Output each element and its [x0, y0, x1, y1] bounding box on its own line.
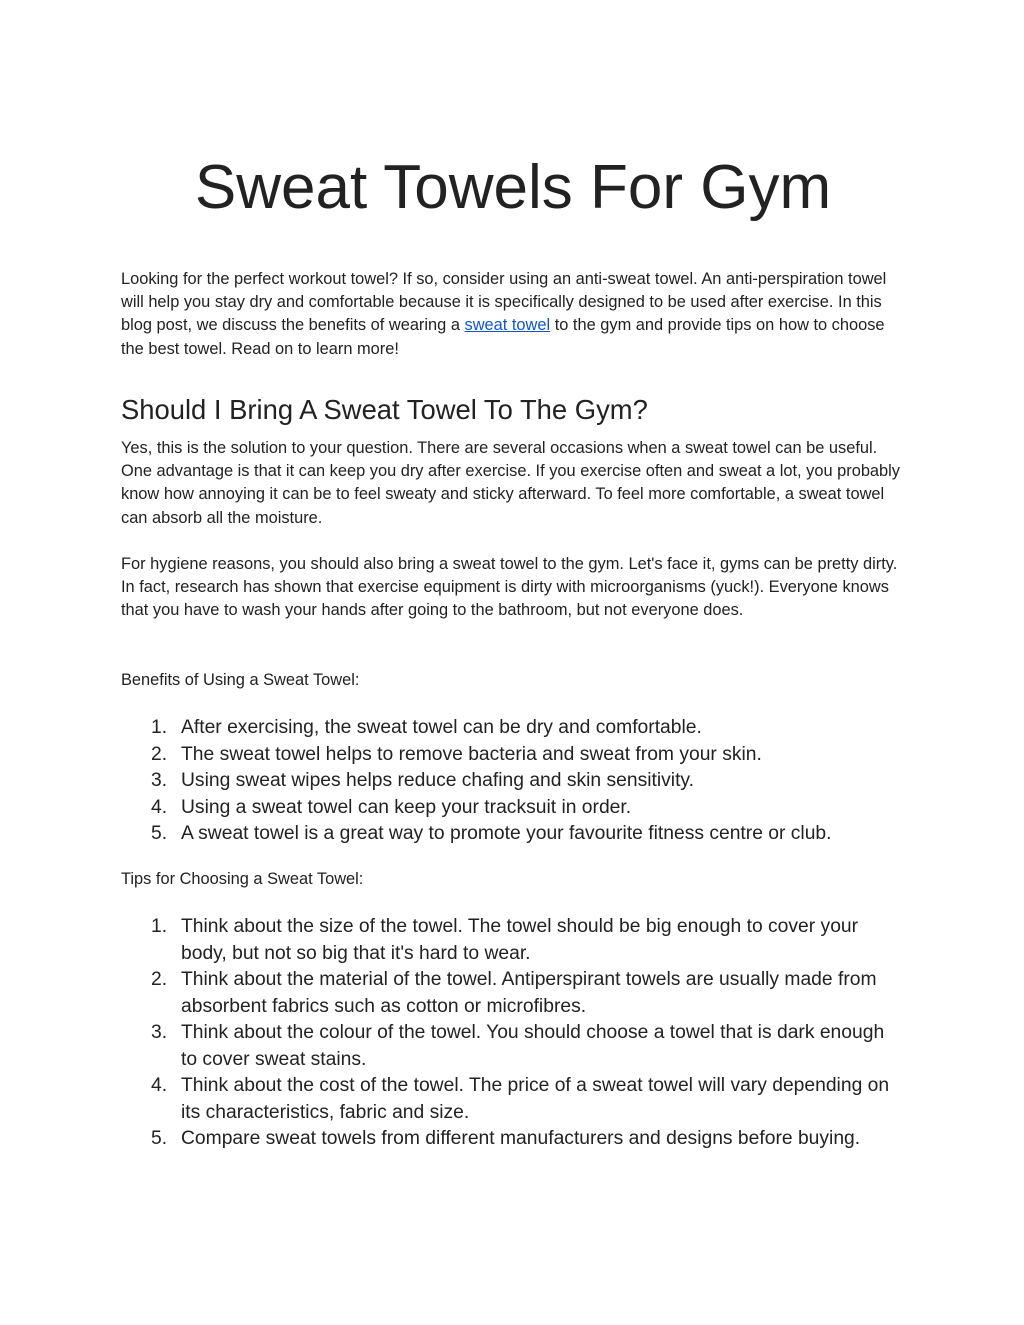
page-title: Sweat Towels For Gym — [194, 153, 832, 222]
list-item-text: Think about the size of the towel. The towel should be big enough to cover your body, but not so big that it's hard to wear. — [181, 916, 859, 964]
body-paragraph-1: Yes, this is the solution to your question. There are several occasions when a sweat towel can be useful. One advantage is that it can keep you dry after exercise. If you exercise often and sweat a lot, you probably know how annoying it can be to feel sweaty and sticky afterward. To feel more comfortable, a sweat towel can absorb all the moisture. — [121, 439, 901, 527]
list-item-text: Think about the material of the towel. Antiperspirant towels are usually made from absorbent fabrics such as cotton or microfibres. — [181, 969, 877, 1017]
benefits-label: Benefits of Using a Sweat Towel: — [121, 671, 360, 689]
list-item-text: The sweat towel helps to remove bacteria and sweat from your skin. — [181, 743, 762, 765]
list-number: 3. — [151, 770, 168, 791]
sweat-towel-link[interactable]: sweat towel — [464, 316, 551, 335]
list-item — [121, 742, 905, 769]
list-item — [121, 967, 905, 1020]
list-item-text: Think about the cost of the towel. The price of a sweat towel will vary depending on its characteristics, fabric and size. — [181, 1075, 890, 1123]
list-number: 2. — [151, 743, 168, 765]
list-item — [121, 1126, 905, 1153]
list-item-text: After exercising, the sweat towel can be dry and comfortable. — [181, 717, 702, 738]
list-item — [121, 914, 905, 967]
list-item-text: Compare sweat towels from different manufacturers and designs before buying. — [181, 1128, 861, 1149]
list-number: 4. — [151, 796, 168, 818]
intro-text-after-link: to the gym and provide tips on how to choose the best towel. Read on to learn more! — [121, 316, 885, 358]
list-item-text: Using sweat wipes helps reduce chafing and skin sensitivity. — [181, 770, 694, 791]
list-number: 2. — [151, 969, 168, 990]
body-paragraph-2: For hygiene reasons, you should also bring a sweat towel to the gym. Let's face it, gyms can be pretty dirty. In fact, research has shown that exercise equipment is dirty with microorganisms (yuck!). Everyone knows that you have to wash your hands after going to the bathroom, but not everyone does. — [121, 555, 898, 620]
section-heading: Should I Bring A Sweat Towel To The Gym? — [121, 394, 648, 425]
list-item-text: A sweat towel is a great way to promote your favourite fitness centre or club. — [181, 823, 832, 844]
list-item — [121, 795, 905, 822]
benefits-list — [121, 715, 905, 848]
list-number: 3. — [151, 1022, 168, 1043]
intro-paragraph — [121, 268, 905, 361]
list-item — [121, 768, 905, 795]
list-number: 5. — [151, 823, 168, 844]
list-number: 1. — [151, 717, 168, 738]
list-item-text: Using a sweat towel can keep your tracksuit in order. — [181, 796, 632, 818]
intro-text-before-link: Looking for the perfect workout towel? If so, consider using an anti-sweat towel. An anti-perspiration towel will help you stay dry and comfortable because it is specifically designed to be used after exercise. In this blog post, we discuss the benefits of wearing a — [121, 270, 887, 335]
list-item-text: Think about the colour of the towel. You should choose a towel that is dark enough to cover sweat stains. — [181, 1022, 885, 1070]
list-item — [121, 821, 905, 848]
list-number: 5. — [151, 1128, 168, 1149]
list-number: 4. — [151, 1075, 168, 1096]
list-item — [121, 1073, 905, 1126]
list-item — [121, 715, 905, 742]
list-number: 1. — [151, 916, 168, 937]
tips-label: Tips for Choosing a Sweat Towel: — [121, 870, 364, 888]
list-item — [121, 1020, 905, 1073]
tips-list — [121, 914, 905, 1153]
